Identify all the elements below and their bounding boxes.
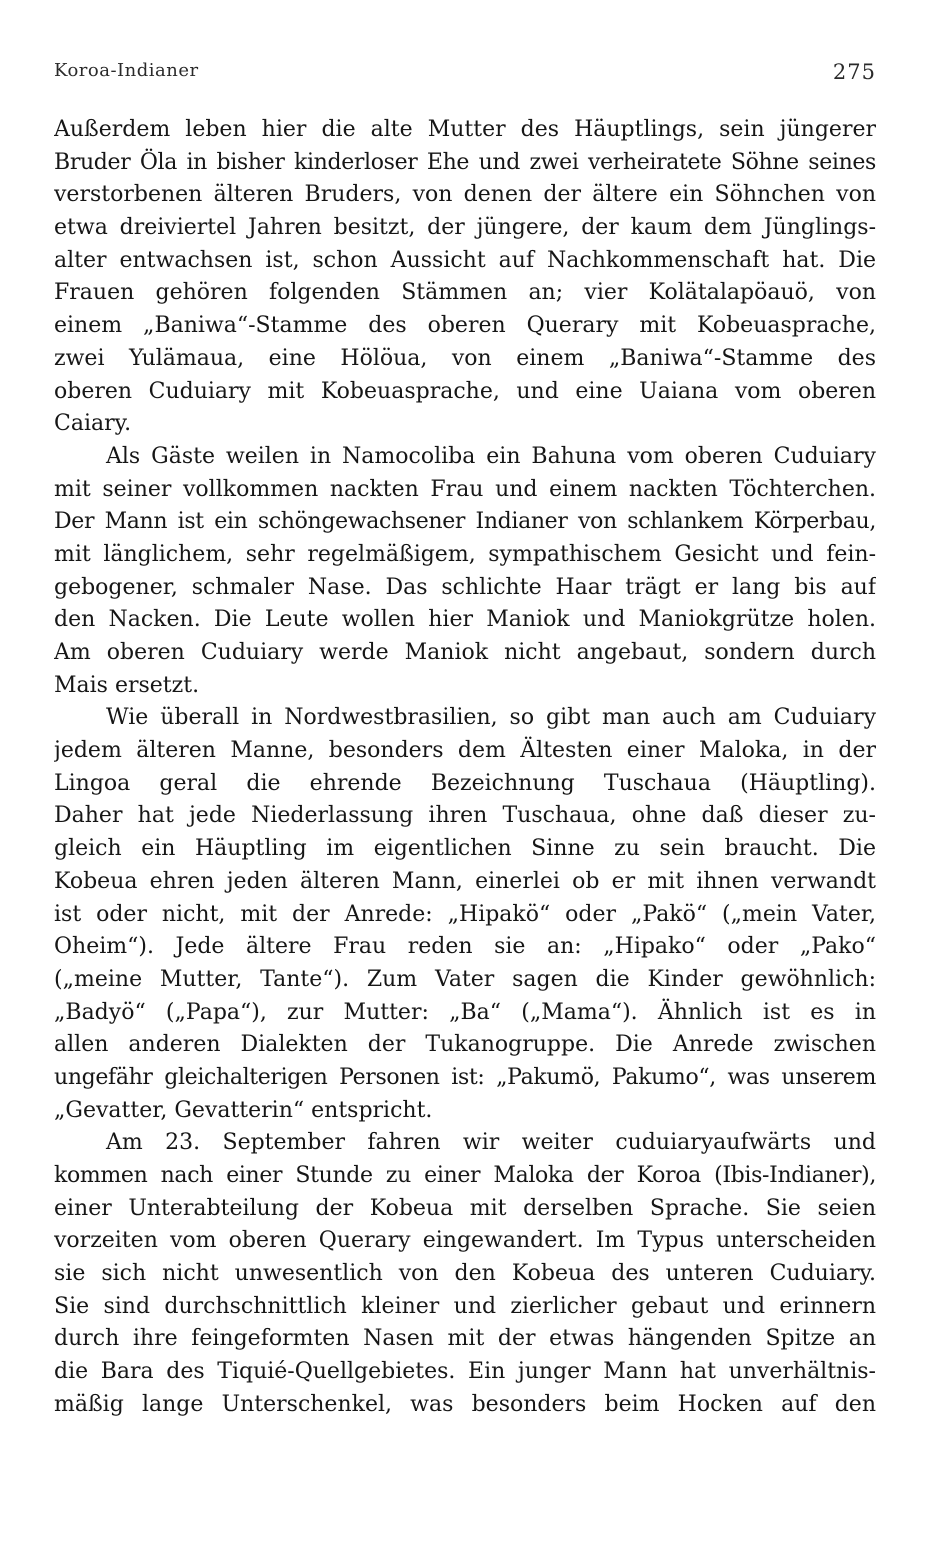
- text-line: Kobeua ehren jeden älteren Mann, einerlei ob er mit ihnen verwandt: [54, 868, 876, 894]
- text-line: zwei Yulämaua, eine Hölöua, von einem „Baniwa“-Stamme des: [54, 345, 876, 371]
- text-line: jedem älteren Manne, besonders dem Ältesten einer Maloka, in der: [54, 738, 876, 764]
- text-line: „Badyö“ („Papa“), zur Mutter: „Ba“ („Mama“). Ähnlich ist es in: [54, 999, 876, 1025]
- text-line: den Nacken. Die Leute wollen hier Maniok und Maniokgrütze holen.: [54, 607, 876, 633]
- text-line: Am 23. September fahren wir weiter cuduiaryaufwärts und: [106, 1130, 876, 1156]
- text-line: die Bara des Tiquié-Quellgebietes. Ein junger Mann hat unverhältnis-: [54, 1359, 876, 1385]
- text-line: („meine Mutter, Tante“). Zum Vater sagen die Kinder gewöhnlich:: [54, 966, 876, 992]
- text-line: ist oder nicht, mit der Anrede: „Hipakö“ oder „Pakö“ („mein Vater,: [54, 901, 876, 927]
- text-line: Mais ersetzt.: [54, 672, 200, 698]
- text-line: oberen Cuduiary mit Kobeuasprache, und eine Uaiana vom oberen: [54, 378, 876, 404]
- text-line: Frauen gehören folgenden Stämmen an; vier Kolätalapöauö, von: [54, 280, 876, 306]
- text-line: gebogener, schmaler Nase. Das schlichte Haar trägt er lang bis auf: [54, 574, 876, 600]
- text-line: Am oberen Cuduiary werde Maniok nicht angebaut, sondern durch: [54, 640, 876, 665]
- text-line: Sie sind durchschnittlich kleiner und zierlicher gebaut und erinnern: [54, 1293, 876, 1319]
- text-line: einer Unterabteilung der Kobeua mit derselben Sprache. Sie seien: [54, 1195, 876, 1221]
- text-line: Caiary.: [54, 411, 132, 437]
- text-line: Als Gäste weilen in Namocoliba ein Bahuna vom oberen Cuduiary: [106, 443, 876, 469]
- text-line: mit seiner vollkommen nackten Frau und einem nackten Töchterchen.: [54, 476, 876, 502]
- text-line: Wie überall in Nordwestbrasilien, so gibt man auch am Cuduiary: [106, 705, 876, 731]
- body-text: [54, 114, 876, 1422]
- text-line: mit länglichem, sehr regelmäßigem, sympathischem Gesicht und fein-: [54, 541, 876, 567]
- text-line: Der Mann ist ein schöngewachsener Indianer von schlankem Körperbau,: [54, 509, 876, 535]
- text-line: einem „Baniwa“-Stamme des oberen Querary mit Kobeuasprache,: [54, 313, 876, 339]
- text-line: etwa dreiviertel Jahren besitzt, der jüngere, der kaum dem Jünglings-: [54, 215, 876, 241]
- text-line: durch ihre feingeformten Nasen mit der etwas hängenden Spitze an: [54, 1326, 876, 1352]
- text-line: Daher hat jede Niederlassung ihren Tuschaua, ohne daß dieser zu-: [54, 803, 876, 829]
- text-line: verstorbenen älteren Bruders, von denen der ältere ein Söhnchen von: [54, 182, 876, 208]
- running-title: Koroa-Indianer: [54, 60, 199, 81]
- text-line: ungefähr gleichalterigen Personen ist: „Pakumö, Pakumo“, was unserem: [54, 1064, 876, 1090]
- text-line: alter entwachsen ist, schon Aussicht auf Nachkommenschaft hat. Die: [54, 247, 876, 273]
- text-line: Bruder Öla in bisher kinderloser Ehe und zwei verheiratete Söhne seines: [54, 149, 876, 175]
- text-line: sie sich nicht unwesentlich von den Kobeua des unteren Cuduiary.: [54, 1261, 876, 1287]
- page-number: 275: [832, 60, 876, 84]
- text-line: „Gevatter, Gevatterin“ entspricht.: [54, 1097, 433, 1123]
- text-line: gleich ein Häuptling im eigentlichen Sinne zu sein braucht. Die: [54, 836, 876, 862]
- text-line: mäßig lange Unterschenkel, was besonders beim Hocken auf den: [54, 1391, 876, 1417]
- text-line: Außerdem leben hier die alte Mutter des Häuptlings, sein jüngerer: [54, 117, 876, 142]
- text-line: Lingoa geral die ehrende Bezeichnung Tuschaua (Häuptling).: [54, 770, 876, 796]
- text-line: Oheim“). Jede ältere Frau reden sie an: „Hipako“ oder „Pako“: [54, 934, 876, 960]
- text-line: kommen nach einer Stunde zu einer Maloka der Koroa (Ibis-Indianer),: [54, 1163, 876, 1188]
- text-line: allen anderen Dialekten der Tukanogruppe. Die Anrede zwischen: [54, 1032, 876, 1058]
- text-line: vorzeiten vom oberen Querary eingewandert. Im Typus unterscheiden: [54, 1228, 876, 1254]
- running-header: [54, 60, 876, 90]
